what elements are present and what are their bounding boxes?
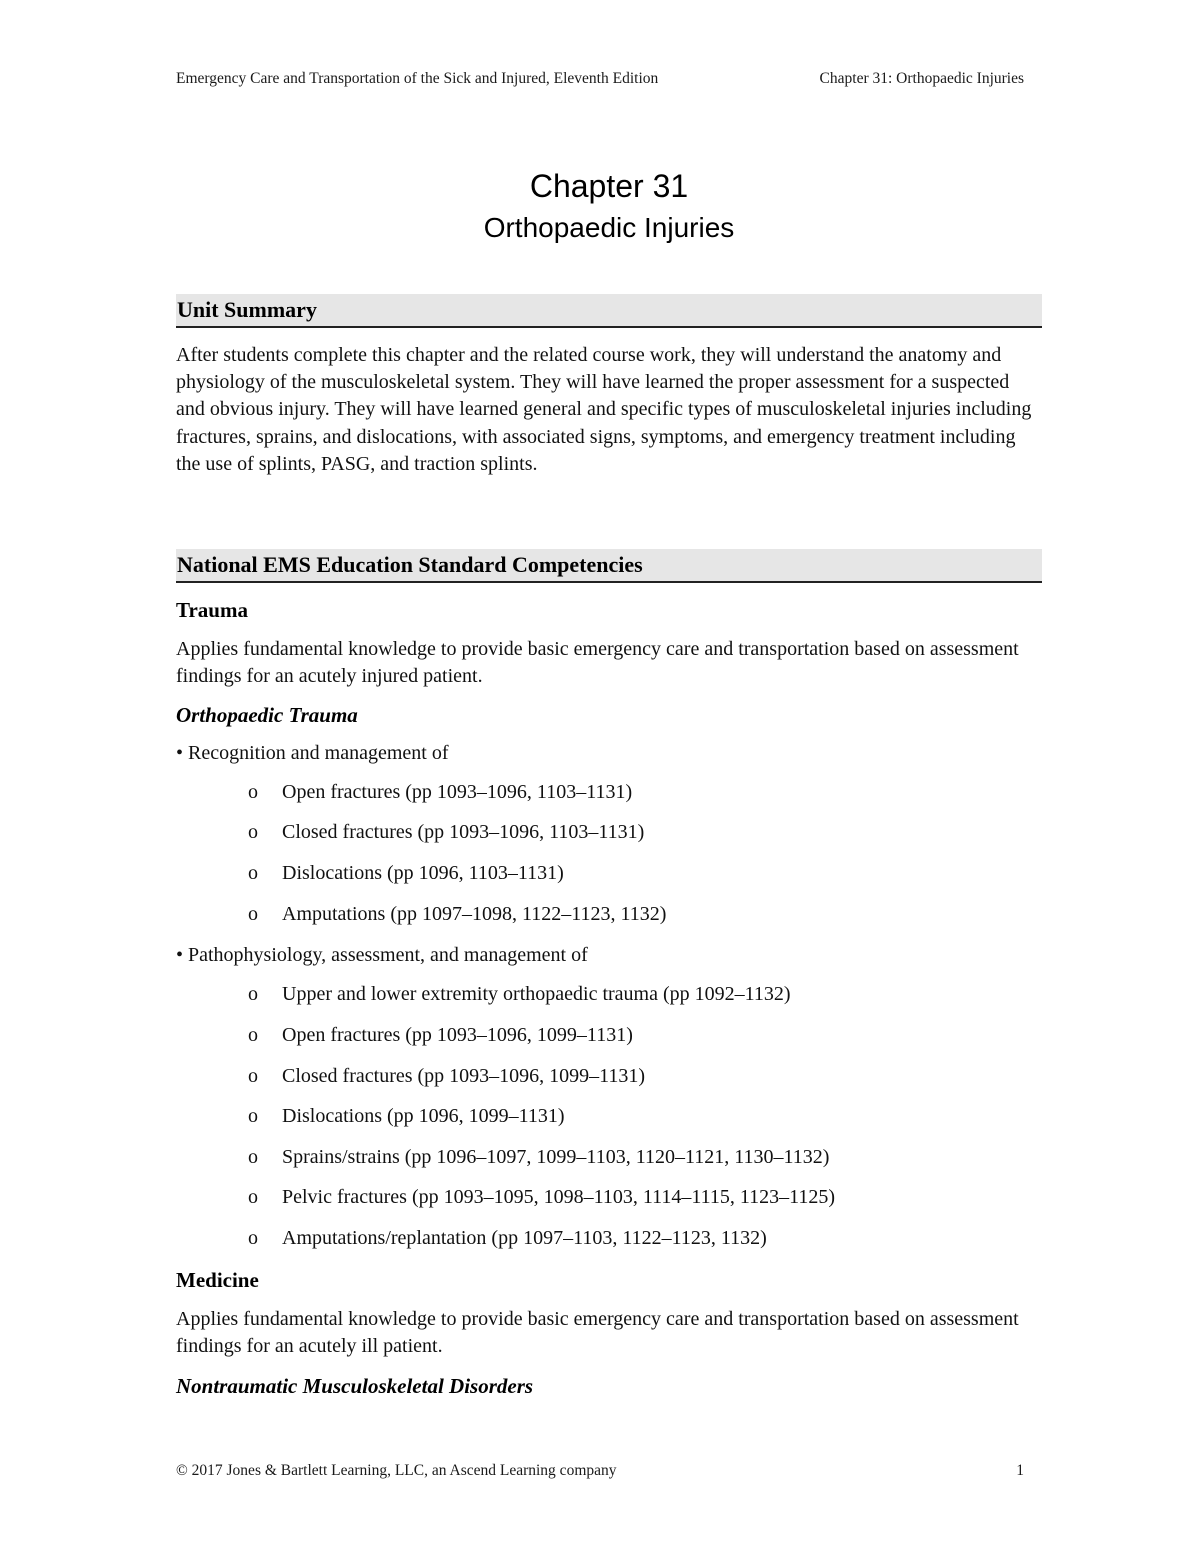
- list-item: [248, 983, 791, 1006]
- list-item: [248, 1024, 633, 1047]
- unit-summary-heading: [176, 294, 1042, 328]
- copyright-notice: © 2017 Jones & Bartlett Learning, LLC, an Ascend Learning company: [176, 1462, 617, 1479]
- medicine-heading: Medicine: [176, 1268, 259, 1292]
- list-item-text: Dislocations (pp 1096, 1103–1131): [282, 862, 564, 884]
- list-marker: o: [248, 903, 258, 925]
- list-item: [248, 821, 644, 844]
- list-item-text: Dislocations (pp 1096, 1099–1131): [282, 1105, 565, 1127]
- chapter-reference: Chapter 31: Orthopaedic Injuries: [819, 70, 1024, 87]
- list-item: [248, 781, 632, 804]
- list-item: [248, 1227, 767, 1250]
- unit-summary-body: After students complete this chapter and the related course work, they will understand the anatomy and physiology of the musculoskeletal system. They will have learned the proper assessment for a suspected and obvious injury. They will have learned general and specific types of musculoskeletal injuries including fractures, sprains, and dislocations, with associated signs, symptoms, and emergency treatment including the use of splints, PASG, and traction splints.: [176, 344, 1032, 475]
- list-item: [248, 1186, 835, 1209]
- pathophysiology-label: • Pathophysiology, assessment, and management of: [176, 944, 588, 966]
- list-marker: o: [248, 781, 258, 803]
- list-item-text: Pelvic fractures (pp 1093–1095, 1098–1103, 1114–1115, 1123–1125): [282, 1186, 836, 1208]
- list-item: [248, 1065, 645, 1088]
- list-marker: o: [248, 1146, 258, 1168]
- list-marker: o: [248, 1186, 258, 1208]
- list-marker: o: [248, 1105, 258, 1127]
- chapter-subtitle: Orthopaedic Injuries: [483, 212, 735, 243]
- title-block: [176, 164, 1042, 248]
- competencies-heading-text: National EMS Education Standard Competencies: [177, 552, 643, 577]
- chapter-title: Chapter 31: [529, 168, 689, 204]
- list-marker: o: [248, 862, 258, 884]
- list-item-text: Upper and lower extremity orthopaedic trauma (pp 1092–1132): [282, 983, 791, 1005]
- list-item: [248, 903, 666, 926]
- list-item-text: Open fractures (pp 1093–1096, 1103–1131): [282, 781, 633, 803]
- book-title: Emergency Care and Transportation of the Sick and Injured, Eleventh Edition: [176, 70, 659, 87]
- unit-summary-heading-text: Unit Summary: [177, 297, 317, 322]
- list-item-text: Sprains/strains (pp 1096–1097, 1099–1103, 1120–1121, 1130–1132): [282, 1146, 830, 1168]
- list-marker: o: [248, 1227, 258, 1249]
- competencies-heading: [176, 549, 1042, 583]
- recognition-management-label: • Recognition and management of: [176, 742, 449, 764]
- list-item: [248, 1105, 565, 1128]
- page-number: 1: [1016, 1462, 1024, 1479]
- list-item-text: Amputations/replantation (pp 1097–1103, 1122–1123, 1132): [282, 1227, 767, 1249]
- list-marker: o: [248, 983, 258, 1005]
- medicine-body: Applies fundamental knowledge to provide basic emergency care and transportation based on assessment findings for an acutely ill patient.: [176, 1308, 1019, 1358]
- list-marker: o: [248, 821, 258, 843]
- list-item-text: Closed fractures (pp 1093–1096, 1103–1131): [282, 821, 645, 843]
- list-item-text: Amputations (pp 1097–1098, 1122–1123, 1132): [282, 903, 667, 925]
- list-item-text: Open fractures (pp 1093–1096, 1099–1131): [282, 1024, 633, 1046]
- list-item-text: Closed fractures (pp 1093–1096, 1099–1131): [282, 1065, 646, 1087]
- running-header: [176, 70, 1024, 94]
- list-marker: o: [248, 1065, 258, 1087]
- trauma-body: Applies fundamental knowledge to provide basic emergency care and transportation based on assessment findings for an acutely injured patient.: [176, 638, 1019, 688]
- nontraumatic-topic: Nontraumatic Musculoskeletal Disorders: [176, 1374, 534, 1398]
- list-marker: o: [248, 1024, 258, 1046]
- list-item: [248, 862, 564, 885]
- trauma-heading: Trauma: [176, 598, 248, 622]
- orthopaedic-trauma-topic: Orthopaedic Trauma: [176, 703, 358, 727]
- list-item: [248, 1146, 829, 1169]
